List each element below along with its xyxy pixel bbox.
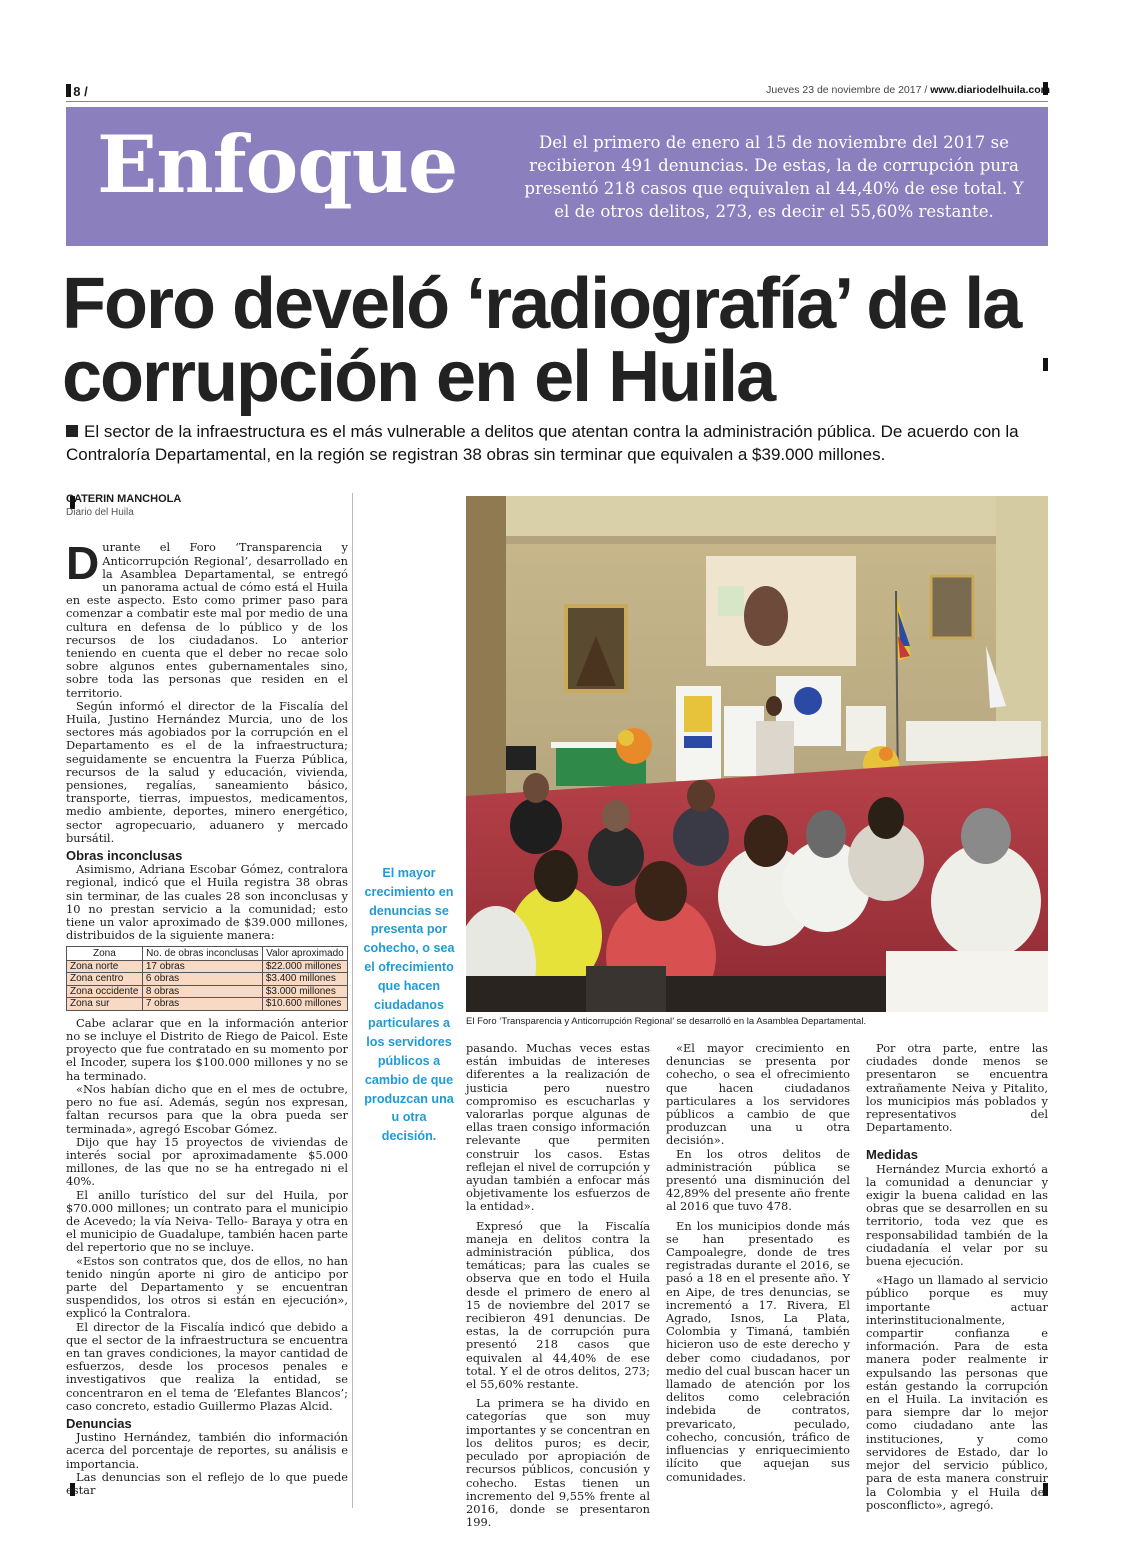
forum-photo <box>466 496 1048 1012</box>
deck <box>66 420 1046 466</box>
headline: Foro develó ‘radiografía’ de la corrupción en el Huila <box>62 264 1021 417</box>
paragraph: Dijo que hay 15 proyectos de viviendas de interés social por aproximadamente $5.000 millones, de las que no se ha entregado ni el 40%. <box>66 1134 348 1189</box>
table-header: Valor aproximado <box>262 946 347 960</box>
paragraph: En los otros delitos de administración pública se presentó una disminución del 42,89% del presente año frente al 2016 que tuvo 478. <box>666 1146 850 1214</box>
paragraph: Expresó que la Fiscalía maneja en delitos contra la administración pública, dos temáticas; para las cuales se observa que en todo el Huila desde el primero de enero al 15 de noviembre del 2017 se recibieron 491 denuncias. De estas, la de corrupción pura presentó 218 casos que equivalen al 44,40% de ese total. Y el de otros delitos, 273; el 55,60% restante. <box>466 1218 650 1392</box>
paragraph: En los municipios donde más se han presentado es Campoalegre, donde de tres registradas durante el 2016, se pasó a 18 en el presente año. Y en Aipe, de tres denuncias, se incrementó a 17. Rivera, El Agrado, Isnos, La Plata, Colombia y Timaná, también hicieron uso de este derecho y deber como ciudadanos, por medio del cual buscan hacer un llamado de atención por los delitos como celebración indebida de contratos, prevaricato, peculado, cohecho, concusión, tráfico de influencias y enriquecimiento ilícito que aquejan sus comunidades. <box>666 1218 850 1484</box>
date-line <box>766 84 1050 96</box>
table-row: Zona norte 17 obras $22.000 millones <box>67 960 348 973</box>
table-row: Zona occidente 8 obras $3.000 millones <box>67 985 348 998</box>
paragraph: El director de la Fiscalía indicó que debido a que el sector de la infraestructura se encuentra en tan graves condiciones, la mayor cantidad de esfuerzos, desde los procesos penales e investigativos que realiza la entidad, se concentraron en el tema de ‘Elefantes Blancos’; caso concreto, estadio Guillermo Plazas Alcid. <box>66 1319 348 1413</box>
paragraph: El anillo turístico del sur del Huila, por $70.000 millones; un contrato para el municipio de Acevedo; la vía Neiva- Tello- Baraya y otra en el municipio de Guadalupe, también hacen parte del repertorio que no se incluye. <box>66 1187 348 1255</box>
deck-text: El sector de la infraestructura es el más vulnerable a delitos que atentan contra la administración pública. De acuerdo con la Contraloría Departamental, en la región se registran 38 obras sin terminar que equivalen a $39.000 millones. <box>66 422 1019 464</box>
site-link[interactable]: www.diariodelhuila.com <box>930 84 1050 96</box>
header-rule <box>66 101 1048 102</box>
paragraph: «Nos habían dicho que en el mes de octubre, pero no fue así. Además, según nos expresan, faltan recursos para que la obra pueda ser terminada», agregó Escobar Gómez. <box>66 1081 348 1136</box>
column-3 <box>666 1042 850 1484</box>
table-row: Zona centro 6 obras $3.400 millones <box>67 973 348 986</box>
paragraph: pasando. Muchas veces estas están imbuidas de intereses diferentes a la realización de justicia pero nuestro compromiso es escucharlas y valorarlas porque algunas de ellas traen consigo información relevante que permiten construir los casos. Estas reflejan el nivel de corrupción y ayudan también a enfocar más objetivamente los esfuerzos de la entidad». <box>466 1041 650 1214</box>
paragraph: Durante el Foro ‘Transparencia y Anticorrupción Regional’, desarrollado en la Asamblea Departamental, se entregó un panorama actual de cómo está el Huila en este aspecto. Esto como primer paso para comenzar a combatir este mal por medio de una cultura en defensa de lo público y de los recursos de los ciudadanos. Lo anterior teniendo en cuenta que el deber no recae solo sobre algunos entes gubernamentales sino, sobre toda las personas que residen en el territorio. <box>66 537 348 700</box>
paragraph: Según informó el director de la Fiscalía del Huila, Justino Hernández Murcia, uno de los sectores más agobiados por la corrupción en el Departamento es el de la infraestructura; seguidamente se encuentra la Fuerza Pública, recursos de la salud y educación, vivienda, pensiones, regalías, saneamiento básico, transporte, tierras, impuestos, medicamentos, medio ambiente, deportes, minero energético, sector agropecuario, aduanero y mercado bursátil. <box>66 698 348 845</box>
byline-publication: Diario del Huila <box>66 507 134 519</box>
paragraph: «Estos son contratos que, dos de ellos, no han tenido ningún aporte ni giro de anticipo por parte del Departamento y se encuentran suspendidos, los otros si están en ejecución», explicó la Contralora. <box>66 1253 348 1321</box>
zones-table <box>66 946 348 1011</box>
column-rule <box>352 493 353 1508</box>
column-2 <box>466 1042 650 1529</box>
paragraph: Asimismo, Adriana Escobar Gómez, contralora regional, indicó que el Huila registra 38 obras sin terminar, de las cuales 28 son inconclusas y 10 no prestan servicio a la comunidad; esto tiene un valor aproximado de $39.000 millones, distribuidos de la siguiente manera: <box>66 862 348 943</box>
paragraph: «Hago un llamado al servicio público porque es muy importante actuar interinstitucionalmente, compartir confianza e información. Para de esta manera poder realmente ir expulsando las personas que están gestando la corrupción en el Huila. La invitación es para siempre dar lo mejor como ciudadano ante las instituciones, y como servidores de Estado, dar lo mejor del servicio público, para de esta manera construir la Colombia y el Huila del posconflicto», agregó. <box>866 1273 1048 1512</box>
paragraph: Justino Hernández, también dio información acerca del porcentaje de reportes, su análisis e importancia. <box>66 1430 348 1471</box>
paragraph: Por otra parte, entre las ciudades donde menos se presentaron se encuentra extrañamente Neiva y Pitalito, los municipios más poblados y representativos del Departamento. <box>866 1041 1048 1135</box>
drop-cap: D <box>66 537 100 590</box>
pull-quote: El mayor crecimiento en denuncias se presenta por cohecho, o sea el ofrecimiento que hacen ciudadanos particulares a los servidores públicos a cambio de que produzcan una u otra decisión. <box>363 866 455 1144</box>
table-header: No. de obras inconclusas <box>142 946 262 960</box>
paragraph: Cabe aclarar que en la información anterior no se incluye el Distrito de Riego de Paicol. Este proyecto que fue contratado en su momento por el Incoder, supera los $100.000 millones y no se ha terminado. <box>66 1015 348 1083</box>
section-banner <box>66 107 1048 246</box>
paragraph: La primera se ha divido en categorías que son muy importantes y se concentran en los delitos puros; es decir, peculado por apropiación de recursos públicos, concusión y cohecho. Estas tienen un incremento del 9,55% frente al 2016, donde se presentaron 199. <box>466 1396 650 1530</box>
subhead-obras: Obras inconclusas <box>66 848 183 864</box>
banner-summary: Del el primero de enero al 15 de noviembre del 2017 se recibieron 491 denuncias. De estas, la de corrupción pura presentó 218 casos que equivalen al 44,40% de ese total. Y el de otros delitos, 273, es decir el 55,60% restante. <box>524 133 1024 221</box>
paragraph: Las denuncias son el reflejo de lo que puede estar <box>66 1469 348 1497</box>
column-4 <box>866 1042 1048 1512</box>
table-row: Zona sur 7 obras $10.600 millones <box>67 998 348 1011</box>
paragraph: Hernández Murcia exhortó a la comunidad a denunciar y exigir la buena calidad en las obras que se desarrollen en su territorio, toda vez que es responsabilidad también de la ciudadanía el velar por su buena ejecución. <box>866 1161 1048 1269</box>
deck-bullet <box>66 425 78 437</box>
column-1 <box>66 493 348 1497</box>
subhead-medidas: Medidas <box>866 1147 919 1163</box>
forum-photo-illustration <box>466 496 1048 1012</box>
page-number: / 8 / <box>66 84 88 99</box>
table-header: Zona <box>67 946 143 960</box>
issue-date: Jueves 23 de noviembre de 2017 / <box>766 84 931 96</box>
subhead-denuncias: Denuncias <box>66 1415 132 1431</box>
paragraph: «El mayor crecimiento en denuncias se presenta por cohecho, o sea el ofrecimiento que hacen ciudadanos particulares a los servidores públicos a cambio de que produzcan una u otra decisión». <box>666 1041 850 1148</box>
byline-author: CATERIN MANCHOLA <box>66 493 182 505</box>
photo-caption: El Foro ‘Transparencia y Anticorrupción Regional’ se desarrolló en la Asamblea Departamental. <box>466 1016 867 1027</box>
section-name: Enfoque <box>97 118 458 211</box>
